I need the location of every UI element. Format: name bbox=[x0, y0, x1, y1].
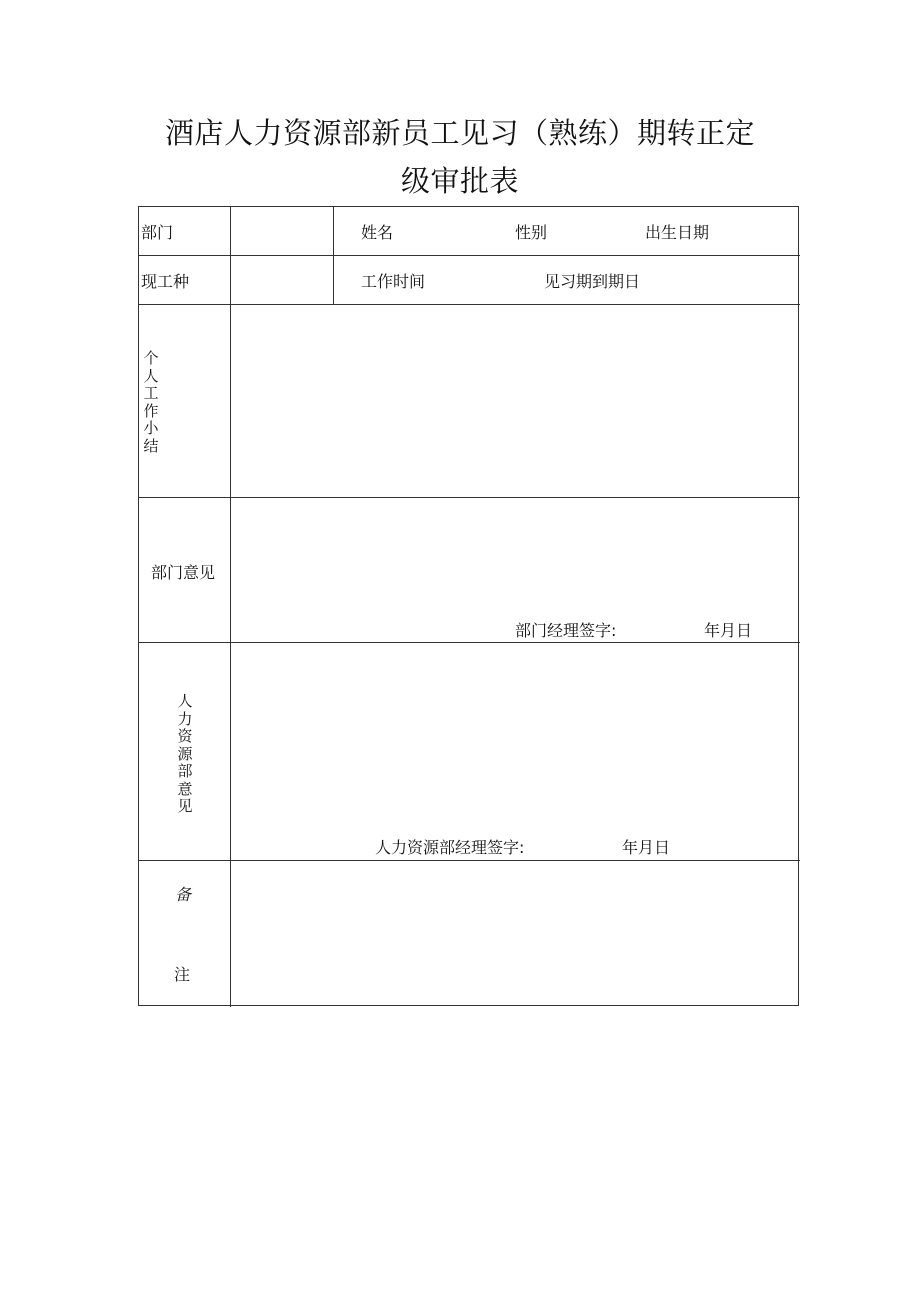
name-label: 姓名 bbox=[361, 223, 394, 242]
probation-end-label: 见习期到期日 bbox=[544, 272, 641, 291]
hr-manager-signature-label: 人力资源部经理签字: bbox=[375, 838, 525, 857]
remarks-label-top: 备 bbox=[175, 885, 192, 904]
work-summary-label: 个人工作小结 bbox=[143, 349, 159, 455]
remarks-area[interactable] bbox=[231, 861, 798, 1005]
current-job-field[interactable] bbox=[231, 256, 333, 304]
value-column-divider bbox=[333, 207, 334, 304]
title-line-2: 级审批表 bbox=[400, 164, 519, 198]
department-label: 部门 bbox=[141, 223, 174, 242]
hr-opinion-label: 人力资源部意见 bbox=[177, 692, 193, 815]
dept-opinion-label: 部门意见 bbox=[151, 563, 216, 582]
gender-label: 性别 bbox=[515, 223, 548, 242]
current-job-label: 现工种 bbox=[141, 272, 190, 291]
department-field[interactable] bbox=[231, 207, 333, 255]
remarks-label-bottom: 注 bbox=[174, 965, 191, 984]
dept-opinion-date-label: 年月日 bbox=[704, 621, 753, 640]
work-time-label: 工作时间 bbox=[361, 272, 426, 291]
approval-form-table bbox=[138, 206, 799, 1006]
birth-date-label: 出生日期 bbox=[645, 223, 710, 242]
title-line-1: 酒店人力资源部新员工见习（熟练）期转正定 bbox=[164, 116, 755, 150]
hr-opinion-date-label: 年月日 bbox=[622, 838, 671, 857]
work-summary-area[interactable] bbox=[231, 305, 798, 497]
hr-opinion-area[interactable] bbox=[231, 643, 798, 860]
dept-manager-signature-label: 部门经理签字: bbox=[515, 621, 617, 640]
